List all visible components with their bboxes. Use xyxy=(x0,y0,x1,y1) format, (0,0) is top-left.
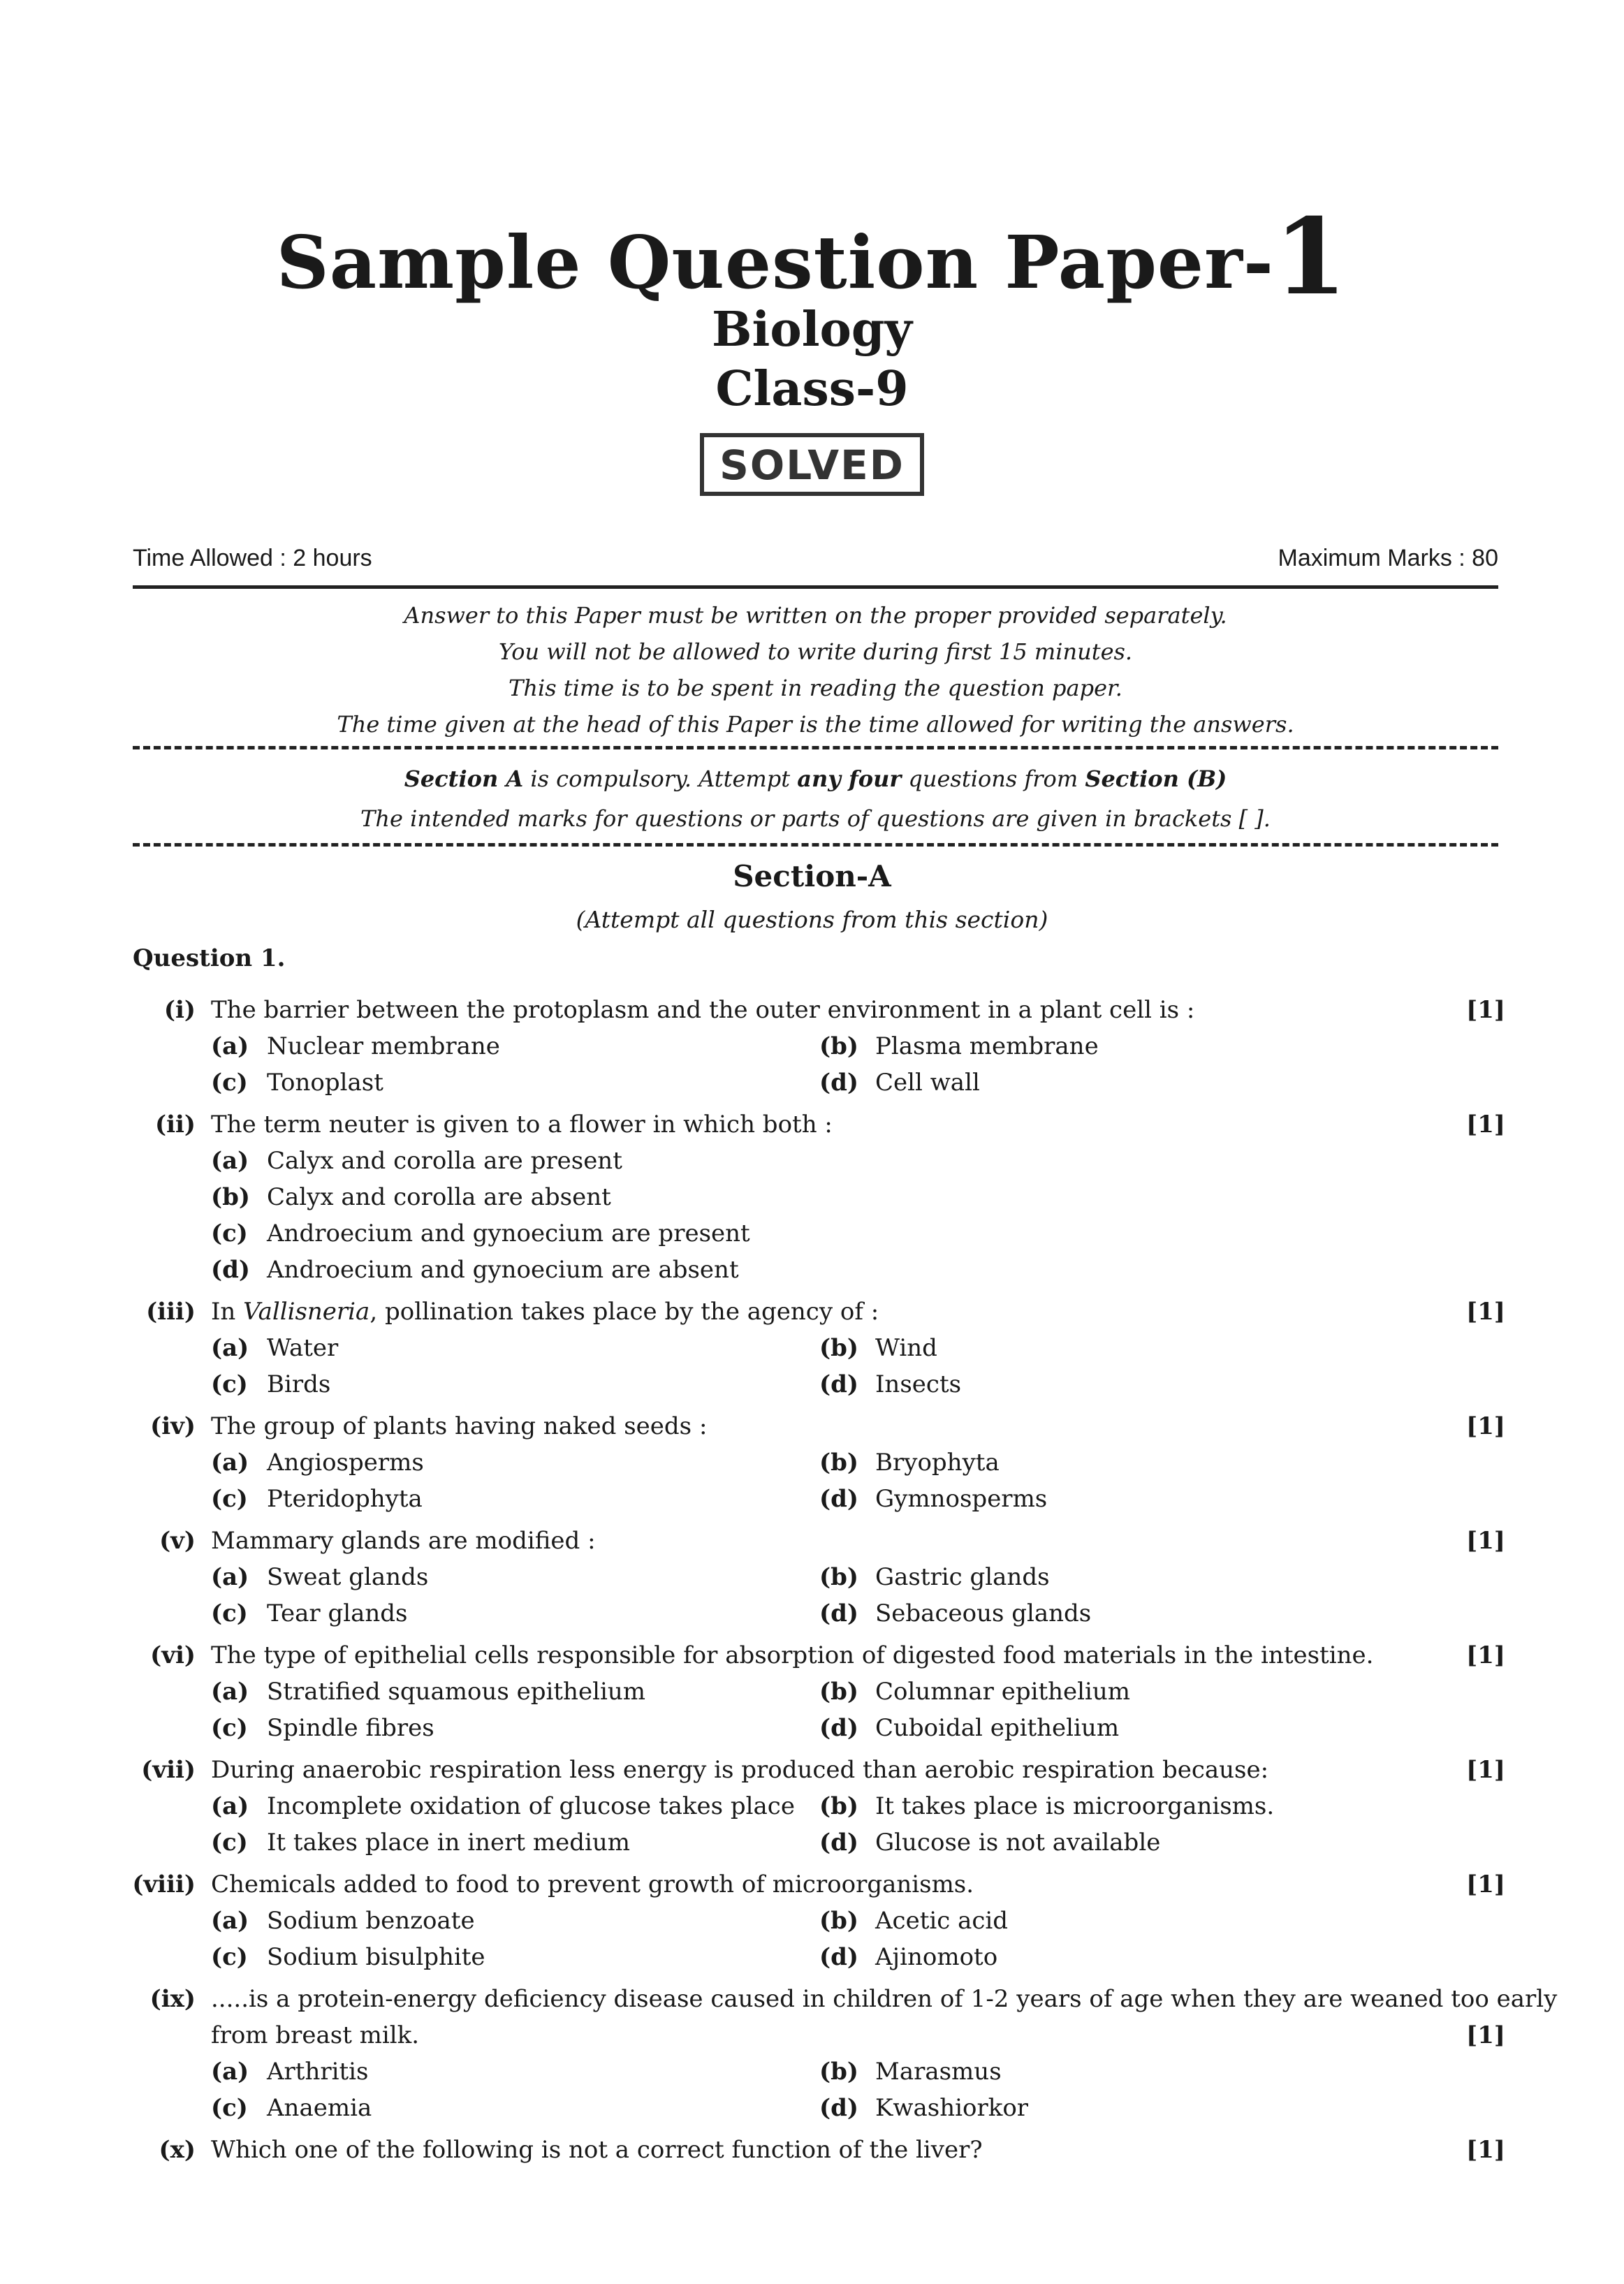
question-number: (iii) xyxy=(146,1298,196,1326)
option-label: (d) xyxy=(819,1943,858,1971)
option-text: Calyx and corolla are absent xyxy=(267,1183,611,1211)
question-text: .....is a protein-energy deficiency disease caused in children of 1-2 years of age when they are weaned too early xyxy=(211,1985,1558,2013)
option-label: (b) xyxy=(819,1334,858,1362)
section-b-ref: Section (B) xyxy=(1085,766,1227,792)
question-number: (v) xyxy=(159,1527,196,1555)
question-text: The barrier between the protoplasm and the outer environment in a plant cell is : xyxy=(211,996,1195,1024)
question-number: (vi) xyxy=(150,1641,196,1669)
option-label: (b) xyxy=(819,1792,858,1820)
option-text: Angiosperms xyxy=(267,1449,424,1477)
question-line xyxy=(0,1981,1624,2017)
marks-label: [1] xyxy=(1466,1527,1505,1555)
question-line-continued xyxy=(0,2017,1624,2054)
option-text: Insects xyxy=(875,1370,962,1398)
option-label: (c) xyxy=(211,1069,248,1097)
option-label: (c) xyxy=(211,2094,248,2122)
option-label: (b) xyxy=(819,1032,858,1060)
question-text: The term neuter is given to a flower in which both : xyxy=(211,1111,833,1139)
options-list xyxy=(0,1330,1624,1403)
option-label: (d) xyxy=(819,1485,858,1513)
dashed-divider xyxy=(133,843,1498,847)
option-label: (a) xyxy=(211,1449,249,1477)
option-text: It takes place is microorganisms. xyxy=(875,1792,1275,1820)
option-label: (c) xyxy=(211,1485,248,1513)
option-label: (b) xyxy=(819,2058,858,2086)
option-label: (c) xyxy=(211,1599,248,1627)
option-label: (b) xyxy=(819,1678,858,1706)
option-label: (b) xyxy=(819,1563,858,1591)
maximum-marks: Maximum Marks : 80 xyxy=(1278,545,1498,571)
marks-label: [1] xyxy=(1466,2136,1505,2164)
options-row xyxy=(0,1481,1624,1517)
option-label: (b) xyxy=(819,1449,858,1477)
question-line xyxy=(0,1752,1624,1788)
option-text: Gastric glands xyxy=(875,1563,1050,1591)
options-list xyxy=(0,1028,1624,1101)
option-text: Kwashiorkor xyxy=(875,2094,1029,2122)
option-text: Gymnosperms xyxy=(875,1485,1048,1513)
option-label: (a) xyxy=(211,1907,249,1935)
option-text: Bryophyta xyxy=(875,1449,1000,1477)
option-label: (d) xyxy=(819,1829,858,1857)
question-line xyxy=(0,1637,1624,1674)
question-number: (vii) xyxy=(141,1756,196,1784)
option-text: Tear glands xyxy=(267,1599,408,1627)
section-a-ref: Section A xyxy=(404,766,524,792)
option-text: Spindle fibres xyxy=(267,1714,434,1742)
option-text: Arthritis xyxy=(267,2058,369,2086)
options-row xyxy=(0,1788,1624,1824)
question-number: (ix) xyxy=(149,1985,196,2013)
option-label: (a) xyxy=(211,1563,249,1591)
option-label: (d) xyxy=(211,1256,250,1284)
question-item xyxy=(0,2132,1624,2168)
marks-label: [1] xyxy=(1466,1298,1505,1326)
option-label: (a) xyxy=(211,1032,249,1060)
option-text: Plasma membrane xyxy=(875,1032,1099,1060)
question-item xyxy=(0,992,1624,1101)
options-row xyxy=(0,1674,1624,1710)
options-list xyxy=(0,1788,1624,1861)
option-text: Stratified squamous epithelium xyxy=(267,1678,645,1706)
marks-label: [1] xyxy=(1466,1871,1505,1898)
question-number: (i) xyxy=(163,996,196,1024)
option-label: (a) xyxy=(211,1334,249,1362)
option-text: Water xyxy=(267,1334,339,1362)
class-heading: Class-9 xyxy=(715,361,909,417)
options-list xyxy=(0,1143,1624,1288)
marks-label: [1] xyxy=(1466,1641,1505,1669)
solved-badge: SOLVED xyxy=(700,433,924,496)
section-subtitle: (Attempt all questions from this section) xyxy=(576,906,1048,933)
question-number: (viii) xyxy=(132,1871,196,1898)
question-item xyxy=(0,1106,1624,1288)
section-instructions xyxy=(133,759,1498,839)
options-list xyxy=(0,1559,1624,1632)
paper-title xyxy=(0,196,1624,319)
options-row xyxy=(0,1330,1624,1366)
options-row xyxy=(0,1903,1624,1939)
paper-title-main: Sample Question Paper- xyxy=(276,219,1275,305)
instruction-line: This time is to be spent in reading the question paper. xyxy=(509,675,1122,701)
option-text: Incomplete oxidation of glucose takes place xyxy=(267,1792,795,1820)
option-text: Sodium bisulphite xyxy=(267,1943,485,1971)
marks-label: [1] xyxy=(1466,996,1505,1024)
options-row xyxy=(0,1215,1624,1252)
question-item xyxy=(0,1408,1624,1517)
species-name: Vallisneria xyxy=(243,1298,370,1326)
option-text: Acetic acid xyxy=(875,1907,1009,1935)
option-label: (b) xyxy=(819,1907,858,1935)
option-label: (a) xyxy=(211,1147,249,1175)
question-item xyxy=(0,1752,1624,1861)
compulsory-line xyxy=(133,759,1498,799)
question-line xyxy=(0,1408,1624,1444)
question-text-continued: from breast milk. xyxy=(211,2021,420,2049)
option-text: Ajinomoto xyxy=(875,1943,998,1971)
option-label: (c) xyxy=(211,1829,248,1857)
option-label: (c) xyxy=(211,1370,248,1398)
question-text: In Vallisneria, pollination takes place by the agency of : xyxy=(211,1298,879,1326)
question-text: During anaerobic respiration less energy is produced than aerobic respiration because: xyxy=(211,1756,1269,1784)
option-text: Sebaceous glands xyxy=(875,1599,1092,1627)
any-four-text: any four xyxy=(797,766,902,792)
option-text: Sodium benzoate xyxy=(267,1907,475,1935)
option-text: It takes place in inert medium xyxy=(267,1829,631,1857)
options-row xyxy=(0,1143,1624,1179)
options-row xyxy=(0,1179,1624,1215)
options-row xyxy=(0,1559,1624,1595)
options-list xyxy=(0,1903,1624,1975)
marks-label: [1] xyxy=(1466,1756,1505,1784)
option-label: (d) xyxy=(819,2094,858,2122)
instruction-line: The time given at the head of this Paper is the time allowed for writing the answers. xyxy=(337,711,1294,738)
options-list xyxy=(0,2054,1624,2126)
options-row xyxy=(0,1064,1624,1101)
option-label: (c) xyxy=(211,1220,248,1247)
options-row xyxy=(0,2054,1624,2090)
options-row xyxy=(0,1595,1624,1632)
marks-label: [1] xyxy=(1466,1111,1505,1139)
question-text: Chemicals added to food to prevent growth of microorganisms. xyxy=(211,1871,974,1898)
question-item xyxy=(0,1981,1624,2126)
option-text: Nuclear membrane xyxy=(267,1032,500,1060)
question-list xyxy=(0,992,1624,2174)
question-text: The type of epithelial cells responsible for absorption of digested food materials in the intestine. xyxy=(211,1641,1374,1669)
question-number: (x) xyxy=(159,2136,196,2164)
option-text: Marasmus xyxy=(875,2058,1002,2086)
options-row xyxy=(0,1710,1624,1746)
option-text: Columnar epithelium xyxy=(875,1678,1131,1706)
option-text: Androecium and gynoecium are present xyxy=(267,1220,750,1247)
question-heading: Question 1. xyxy=(133,944,286,972)
instruction-line: You will not be allowed to write during first 15 minutes. xyxy=(498,638,1133,665)
options-row xyxy=(0,2090,1624,2126)
question-item xyxy=(0,1294,1624,1403)
option-text: Wind xyxy=(875,1334,937,1362)
options-list xyxy=(0,1444,1624,1517)
option-label: (c) xyxy=(211,1714,248,1742)
question-line xyxy=(0,1523,1624,1559)
option-text: Birds xyxy=(267,1370,331,1398)
question-line xyxy=(0,992,1624,1028)
option-text: Glucose is not available xyxy=(875,1829,1161,1857)
option-label: (d) xyxy=(819,1069,858,1097)
dashed-divider xyxy=(133,746,1498,749)
options-row xyxy=(0,1028,1624,1064)
question-number: (iv) xyxy=(150,1412,196,1440)
option-text: Sweat glands xyxy=(267,1563,429,1591)
option-text: Cuboidal epithelium xyxy=(875,1714,1120,1742)
options-list xyxy=(0,1674,1624,1746)
option-label: (c) xyxy=(211,1943,248,1971)
option-text: Pteridophyta xyxy=(267,1485,423,1513)
options-row xyxy=(0,1366,1624,1403)
option-label: (b) xyxy=(211,1183,250,1211)
option-text: Anaemia xyxy=(267,2094,372,2122)
question-text: Which one of the following is not a correct function of the liver? xyxy=(211,2136,983,2164)
option-label: (d) xyxy=(819,1714,858,1742)
options-row xyxy=(0,1939,1624,1975)
paper-title-number: 1 xyxy=(1274,196,1348,319)
option-text: Tonoplast xyxy=(267,1069,383,1097)
marks-instruction: The intended marks for questions or parts of questions are given in brackets [ ]. xyxy=(360,805,1271,832)
marks-label: [1] xyxy=(1466,1412,1505,1440)
question-line xyxy=(0,1294,1624,1330)
section-title: Section-A xyxy=(733,859,891,893)
options-row xyxy=(0,1444,1624,1481)
instruction-text: is compulsory. Attempt xyxy=(523,766,798,792)
option-label: (a) xyxy=(211,1792,249,1820)
option-label: (d) xyxy=(819,1599,858,1627)
subject-heading: Biology xyxy=(712,302,912,358)
question-line xyxy=(0,1106,1624,1143)
general-instructions xyxy=(133,597,1498,742)
question-text: Mammary glands are modified : xyxy=(211,1527,596,1555)
question-item xyxy=(0,1637,1624,1746)
header-rule xyxy=(133,585,1498,589)
option-text: Androecium and gynoecium are absent xyxy=(267,1256,739,1284)
question-line xyxy=(0,1866,1624,1903)
question-text: The group of plants having naked seeds : xyxy=(211,1412,708,1440)
time-allowed: Time Allowed : 2 hours xyxy=(133,545,372,571)
question-item xyxy=(0,1866,1624,1975)
option-label: (d) xyxy=(819,1370,858,1398)
question-item xyxy=(0,1523,1624,1632)
exam-meta xyxy=(133,545,1498,581)
option-text: Calyx and corolla are present xyxy=(267,1147,622,1175)
option-text: Cell wall xyxy=(875,1069,980,1097)
instruction-line: Answer to this Paper must be written on the proper provided separately. xyxy=(404,602,1227,629)
option-label: (a) xyxy=(211,1678,249,1706)
marks-label: [1] xyxy=(1466,2021,1505,2049)
option-label: (a) xyxy=(211,2058,249,2086)
question-line xyxy=(0,2132,1624,2168)
question-number: (ii) xyxy=(154,1111,196,1139)
options-row xyxy=(0,1252,1624,1288)
options-row xyxy=(0,1824,1624,1861)
instruction-text: questions from xyxy=(901,766,1085,792)
